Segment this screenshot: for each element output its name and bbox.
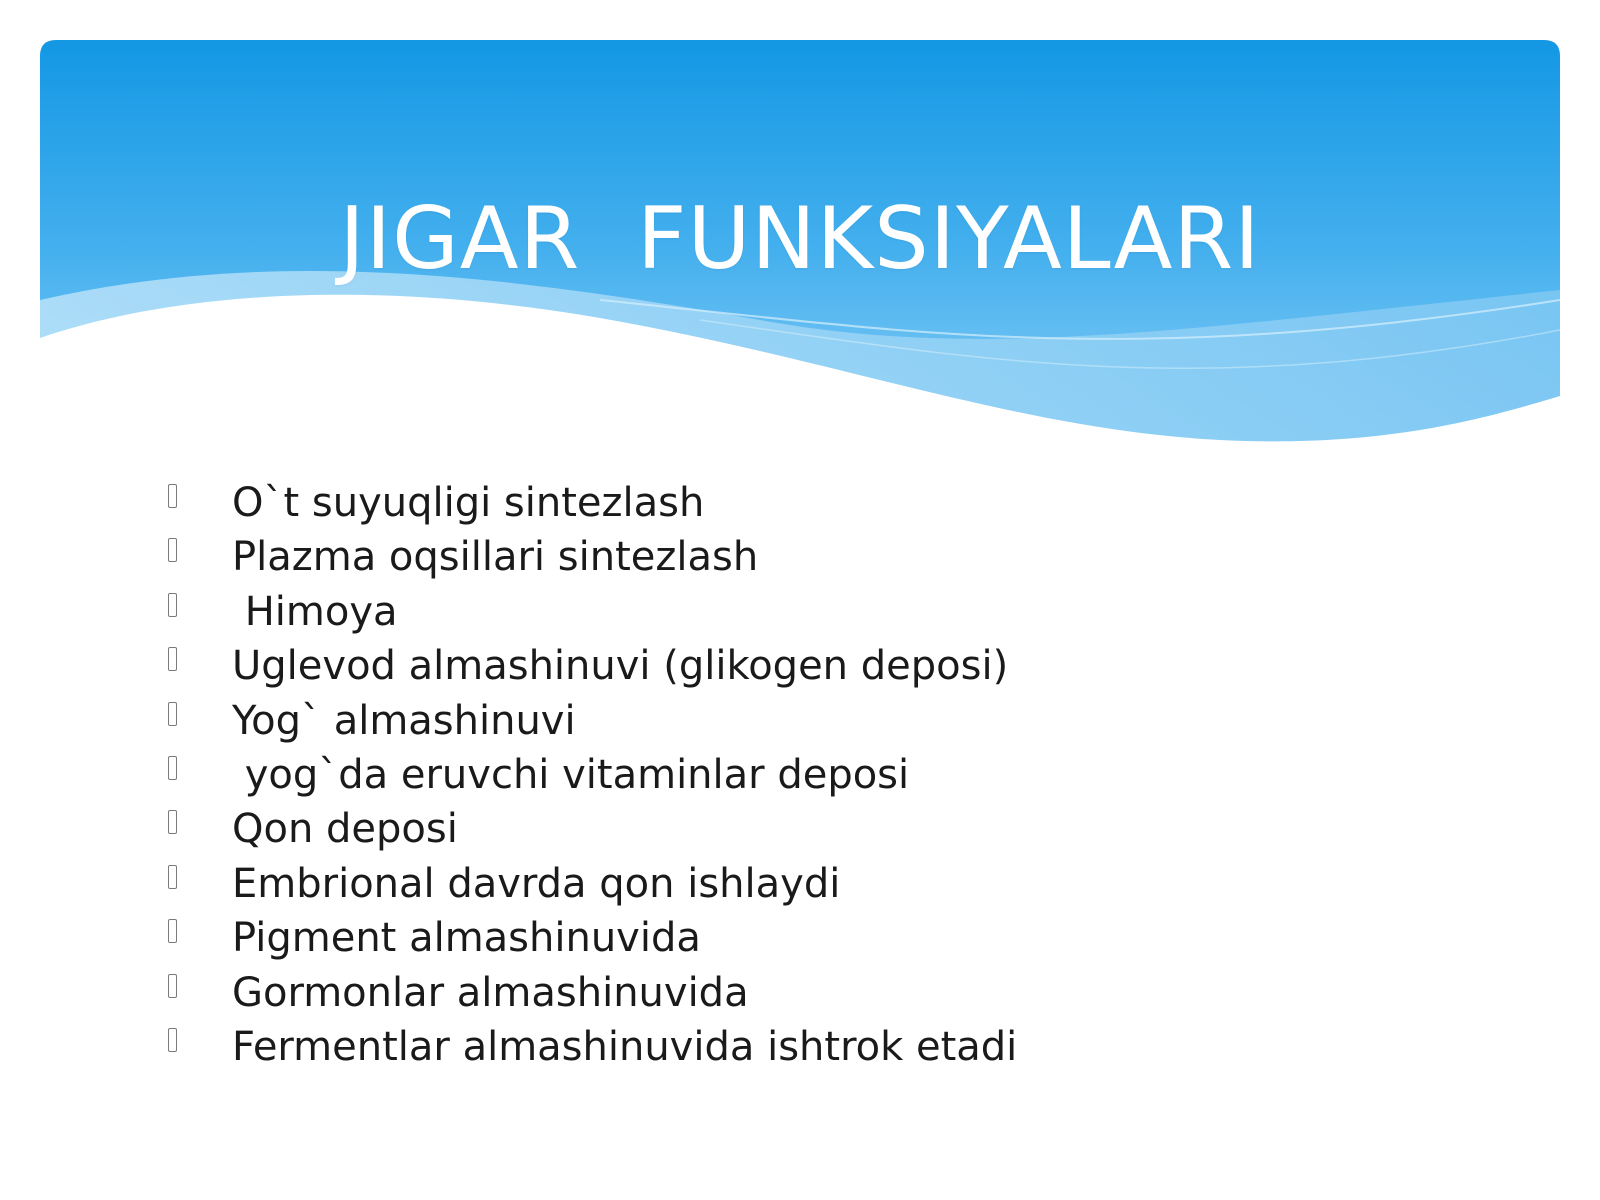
box-bullet-icon (168, 647, 177, 671)
box-bullet-icon (168, 865, 177, 889)
slide-title: JIGAR FUNKSIYALARI (339, 189, 1261, 289)
list-item-text: Embrional davrda qon ishlaydi (232, 860, 841, 907)
list-item-text: Uglevod almashinuvi (glikogen deposi) (232, 643, 1009, 690)
list-item-text: O`t suyuqligi sintezlash (232, 480, 705, 526)
box-bullet-icon (168, 974, 177, 998)
box-bullet-icon (168, 919, 177, 943)
box-bullet-icon (168, 756, 177, 780)
list-item-text: Fermentlar almashinuvida ishtrok etadi (232, 1023, 1018, 1070)
list-item-text: Pigment almashinuvida (232, 915, 701, 962)
box-bullet-icon (168, 702, 177, 726)
box-bullet-icon (168, 1028, 177, 1052)
box-bullet-icon (168, 538, 177, 562)
list-item-text: Plazma oqsillari sintezlash (232, 534, 759, 581)
box-bullet-icon (168, 484, 177, 508)
list-item-text: Yog` almashinuvi (232, 697, 576, 744)
list-item-text: Himoya (232, 588, 398, 635)
box-bullet-icon (168, 593, 177, 617)
list-item-text: yog`da eruvchi vitaminlar deposi (232, 751, 910, 798)
box-bullet-icon (168, 810, 177, 834)
list-item-text: Qon deposi (232, 806, 458, 853)
list-item-text: Gormonlar almashinuvida (232, 969, 749, 1016)
